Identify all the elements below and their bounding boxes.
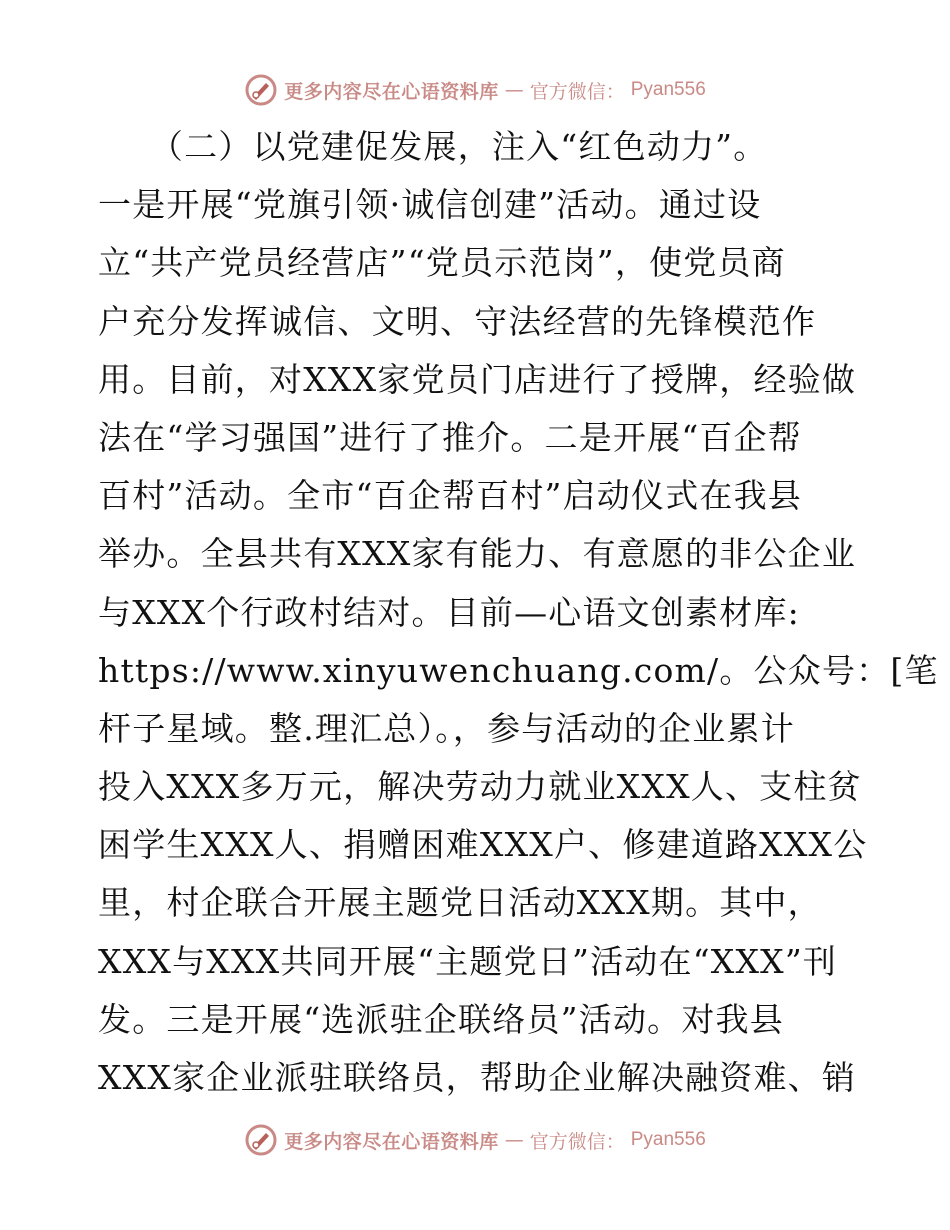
footer-wechat-label: 官方微信： — [529, 1130, 625, 1153]
text-line: 举办。全县共有XXX家有能力、有意愿的非公企业 — [98, 534, 857, 574]
header-wechat-id: Pyan556 — [630, 79, 706, 100]
text-line: 困学生XXX人、捐赠困难XXX户、修建道路XXX公 — [98, 825, 868, 865]
header-banner — [0, 70, 950, 110]
text-line-url: https://www.xinyuwenchuang.com/。公众号：[笔 — [98, 650, 939, 690]
header-wechat-label: 官方微信： — [529, 80, 625, 103]
document-body — [98, 118, 939, 1107]
text-line: 法在“学习强国”进行了推介。二是开展“百企帮 — [98, 417, 803, 457]
text-line: 用。目前，对XXX家党员门店进行了授牌，经验做 — [98, 359, 857, 399]
text-line: 里，村企联合开展主题党日活动XXX期。其中， — [98, 883, 822, 923]
footer-wechat-id: Pyan556 — [630, 1129, 706, 1150]
footer-title: 更多内容尽在心语资料库 — [284, 1130, 499, 1153]
text-line: 立“共产党员经营店”“党员示范岗”，使党员商 — [98, 243, 786, 283]
footer-banner — [0, 1120, 950, 1160]
text-line: 杆子星域。整.理汇总）。，参与活动的企业累计 — [98, 708, 795, 748]
text-line: 投入XXX多万元，解决劳动力就业XXX人、支柱贫 — [98, 767, 862, 807]
text-line: 一是开展“党旗引领·诚信创建”活动。通过设 — [98, 185, 762, 225]
pen-circle-logo-icon — [244, 1123, 278, 1157]
text-line: 发。三是开展“选派驻企联络员”活动。对我县 — [98, 999, 784, 1039]
text-line: 与XXX个行政村结对。目前—心语文创素材库: — [98, 592, 800, 632]
text-line: （二）以党建促发展，注入“红色动力”。 — [98, 127, 768, 166]
footer-dash: — — [504, 1129, 524, 1151]
text-line: XXX与XXX共同开展“主题党日”活动在“XXX”刊 — [98, 941, 838, 981]
text-line: XXX家企业派驻联络员，帮助企业解决融资难、销 — [98, 1058, 857, 1097]
text-line: 户充分发挥诚信、文明、守法经营的先锋模范作 — [98, 301, 817, 341]
header-title: 更多内容尽在心语资料库 — [284, 80, 499, 103]
pen-circle-logo-icon — [244, 73, 278, 107]
text-line: 百村”活动。全市“百企帮百村”启动仪式在我县 — [98, 476, 803, 516]
header-dash: — — [504, 79, 524, 101]
